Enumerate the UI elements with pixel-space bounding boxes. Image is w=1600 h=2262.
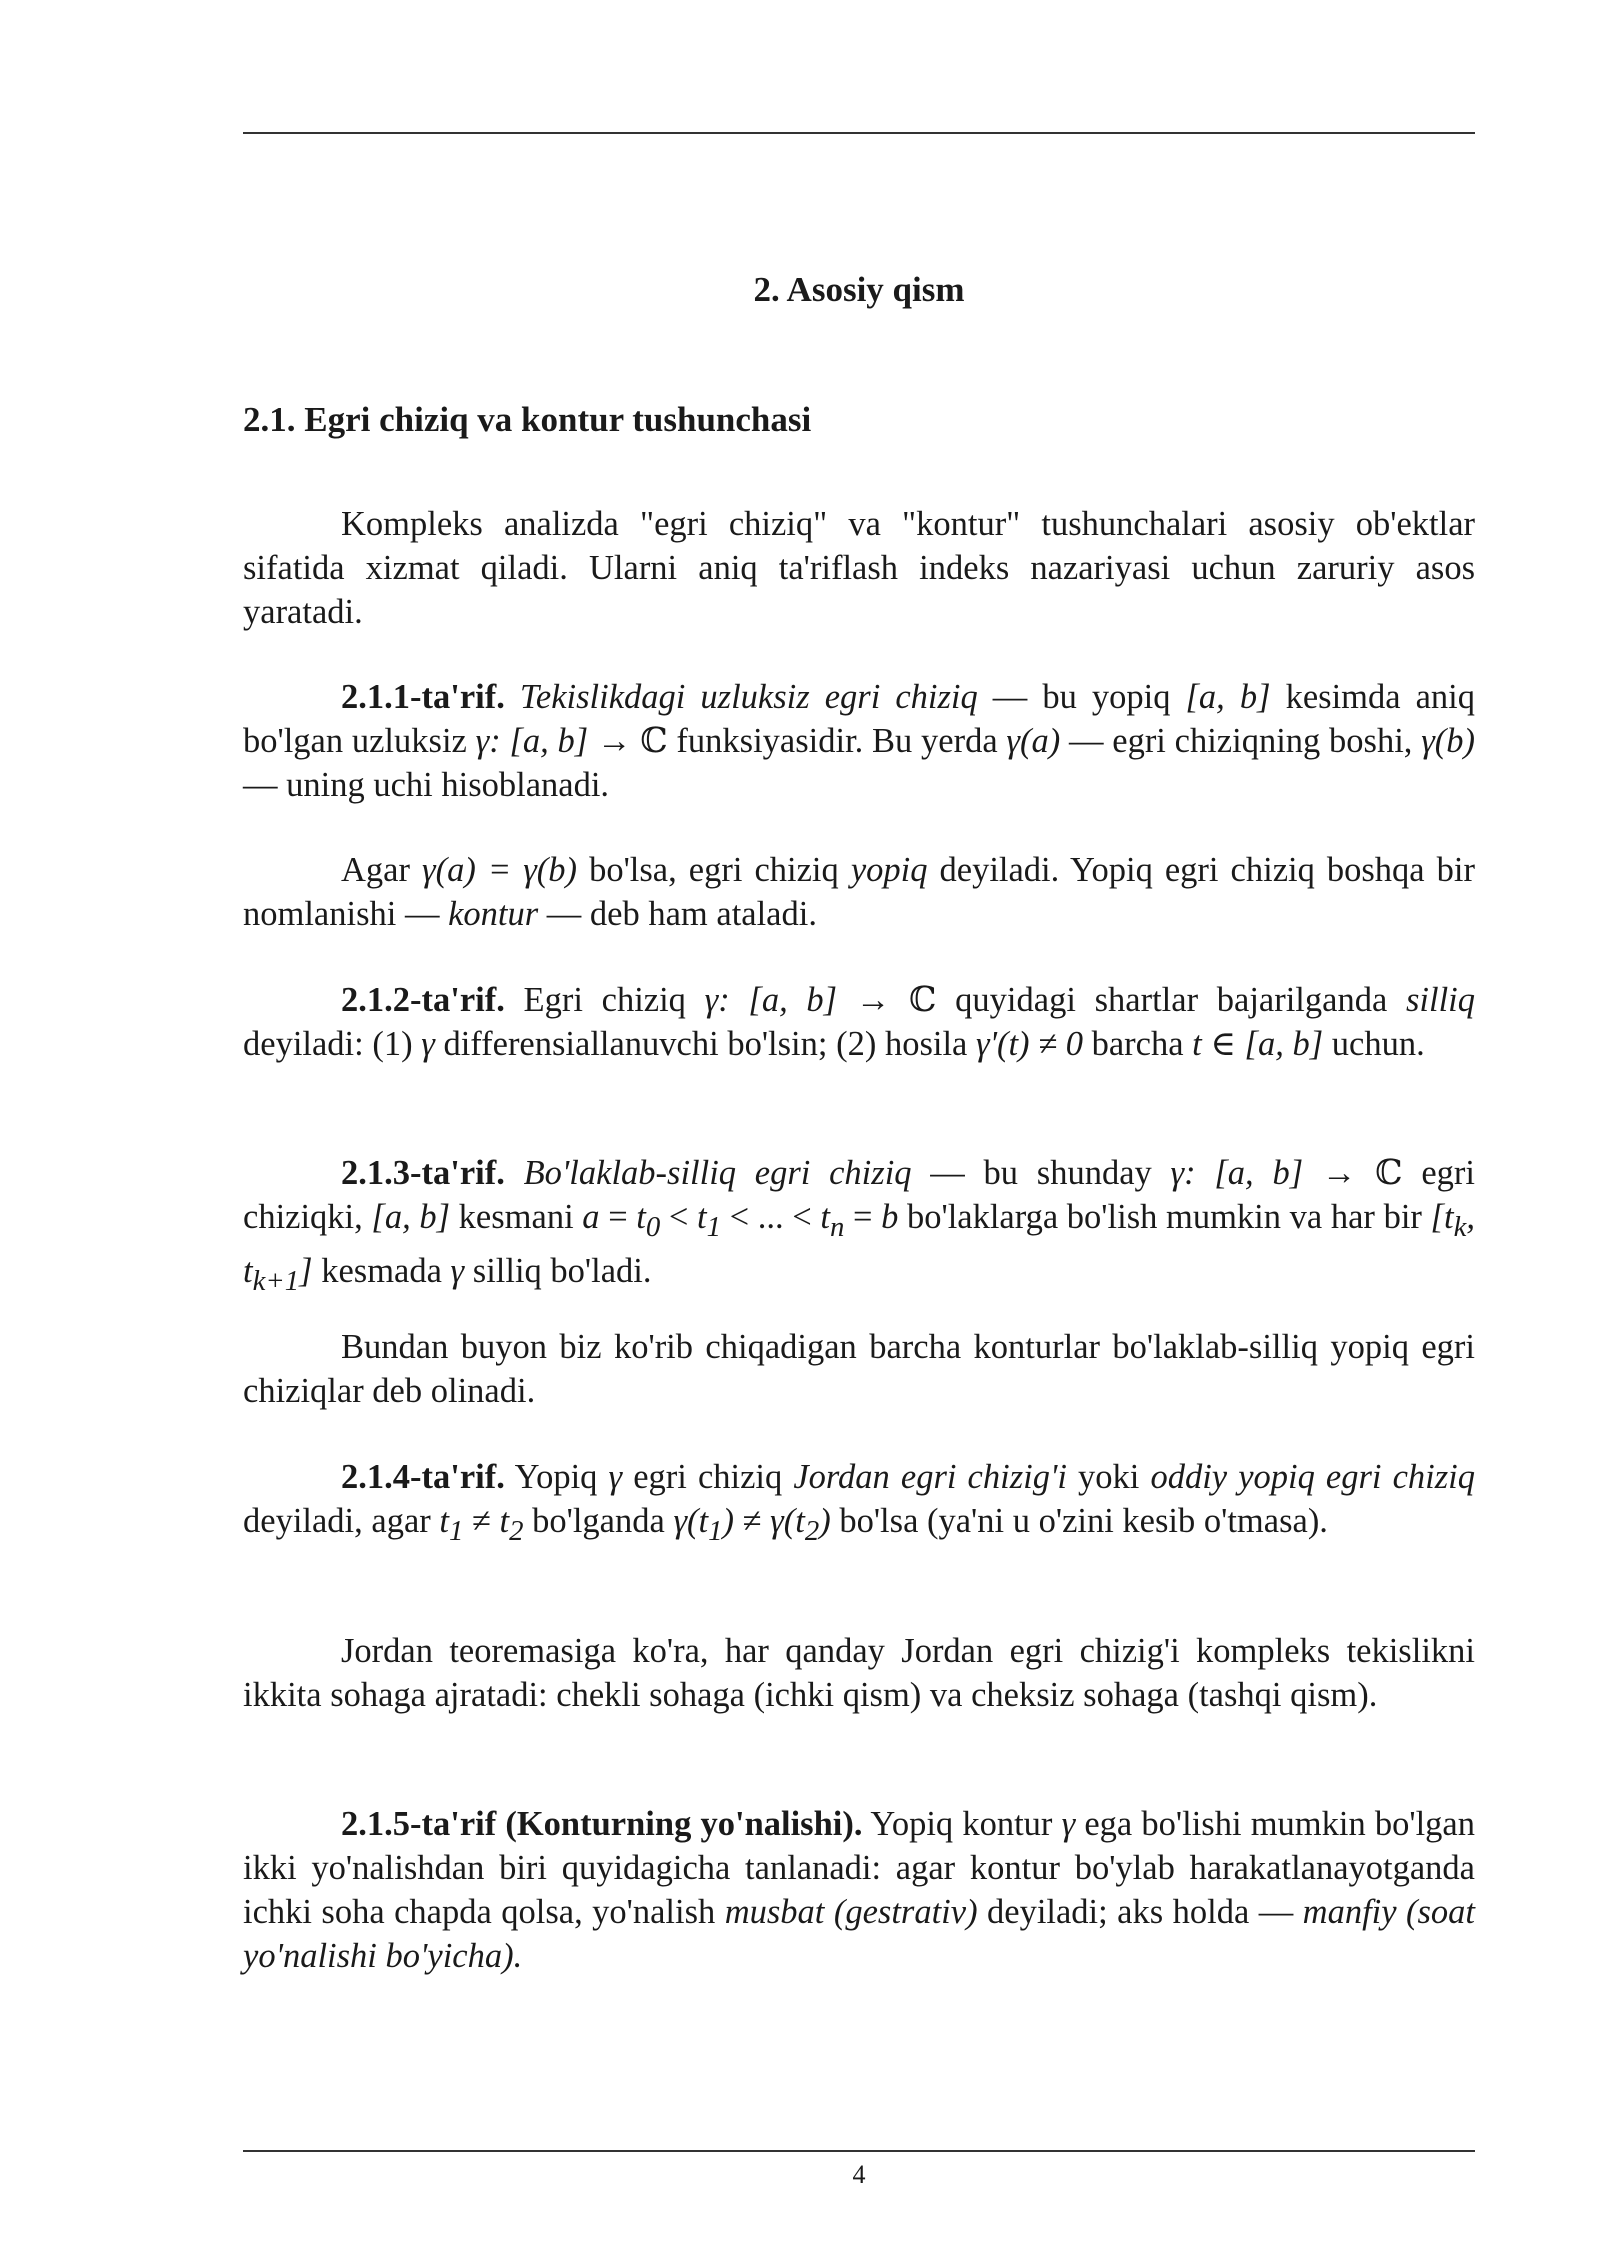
definition-2-1-2: 2.1.2-ta'rif. Egri chiziq γ: [a, b] → ℂ quyidagi shartlar bajarilganda silliq deyiladi: (1) γ differensiallanuvchi bo'lsin; (2) hosila γ'(t) ≠ 0 barcha t ∈ [a, b] uchun. xyxy=(243,981,1475,1063)
definition-2-1-3: 2.1.3-ta'rif. Bo'laklab-silliq egri chiziq — bu shunday γ: [a, b] → ℂ egri chiziqki, [a, b] kesmani $a = t_0 < t_1$ < ... < $t_n = b$ bo'laklarga bo'lish mumkin va har bir [$t_k$, $t_{k+1}$] kesmada γ silliq bo'ladi. xyxy=(243,1154,1475,1297)
definition-label: 2.1.4-ta'rif. xyxy=(341,1458,505,1496)
definition-label: 2.1.2-ta'rif. xyxy=(341,981,505,1019)
definition-2-1-5: 2.1.5-ta'rif (Konturning yo'nalishi). Yopiq kontur γ ega bo'lishi mumkin bo'lgan ikki yo'nalishdan biri quyidagicha tanlanadi: agar kontur bo'ylab harakatlanayotganda ichki soha chapda qolsa, yo'nalish musbat (gestrativ) deyiladi; aks holda — manfiy (soat yo'nalishi bo'yicha). xyxy=(243,1805,1476,1975)
page-number: 4 xyxy=(852,2160,866,2189)
definition-label: 2.1.1-ta'rif. xyxy=(341,678,505,716)
paragraph-contours-note: Bundan buyon biz ko'rib chiqadigan barcha konturlar bo'laklab-silliq yopiq egri chiziqlar deb olinadi. xyxy=(243,1328,1475,1410)
footer-rule xyxy=(243,2150,1475,2152)
subsection-title: 2.1. Egri chiziq va kontur tushunchasi xyxy=(243,400,812,439)
definition-label: 2.1.5-ta'rif (Konturning yo'nalishi). xyxy=(341,1805,863,1843)
section-title: 2. Asosiy qism xyxy=(753,270,965,309)
paragraph-jordan-theorem: Jordan teoremasiga ko'ra, har qanday Jordan egri chizig'i kompleks tekislikni ikkita sohaga ajratadi: chekli sohaga (ichki qism) va cheksiz sohaga (tashqi qism). xyxy=(243,1632,1475,1714)
header-rule xyxy=(243,132,1475,134)
definition-label: 2.1.3-ta'rif. xyxy=(341,1154,505,1192)
definition-2-1-4: 2.1.4-ta'rif. Yopiq γ egri chiziq Jordan egri chizig'i yoki oddiy yopiq egri chiziq deyiladi, agar $t_1 \ne t_2$ bo'lganda $\gamma(t_1) \ne \gamma(t_2)$ bo'lsa (ya'ni u o'zini kesib o'tmasa). xyxy=(243,1458,1475,1547)
definition-2-1-1: 2.1.1-ta'rif. Tekislikdagi uzluksiz egri chiziq — bu yopiq [a, b] kesimda aniq bo'lgan uzluksiz γ: [a, b] → ℂ funksiyasidir. Bu yerda γ(a) — egri chiziqning boshi, γ(b) — uning uchi hisoblanadi. xyxy=(243,678,1476,804)
paragraph-closed-curve: Agar γ(a) = γ(b) bo'lsa, egri chiziq yopiq deyiladi. Yopiq egri chiziq boshqa bir nomlanishi — kontur — deb ham ataladi. xyxy=(243,851,1475,933)
paragraph-intro: Kompleks analizda "egri chiziq" va "kontur" tushunchalari asosiy ob'ektlar sifatida xizmat qiladi. Ularni aniq ta'riflash indeks nazariyasi uchun zaruriy asos yaratadi. xyxy=(243,505,1475,631)
